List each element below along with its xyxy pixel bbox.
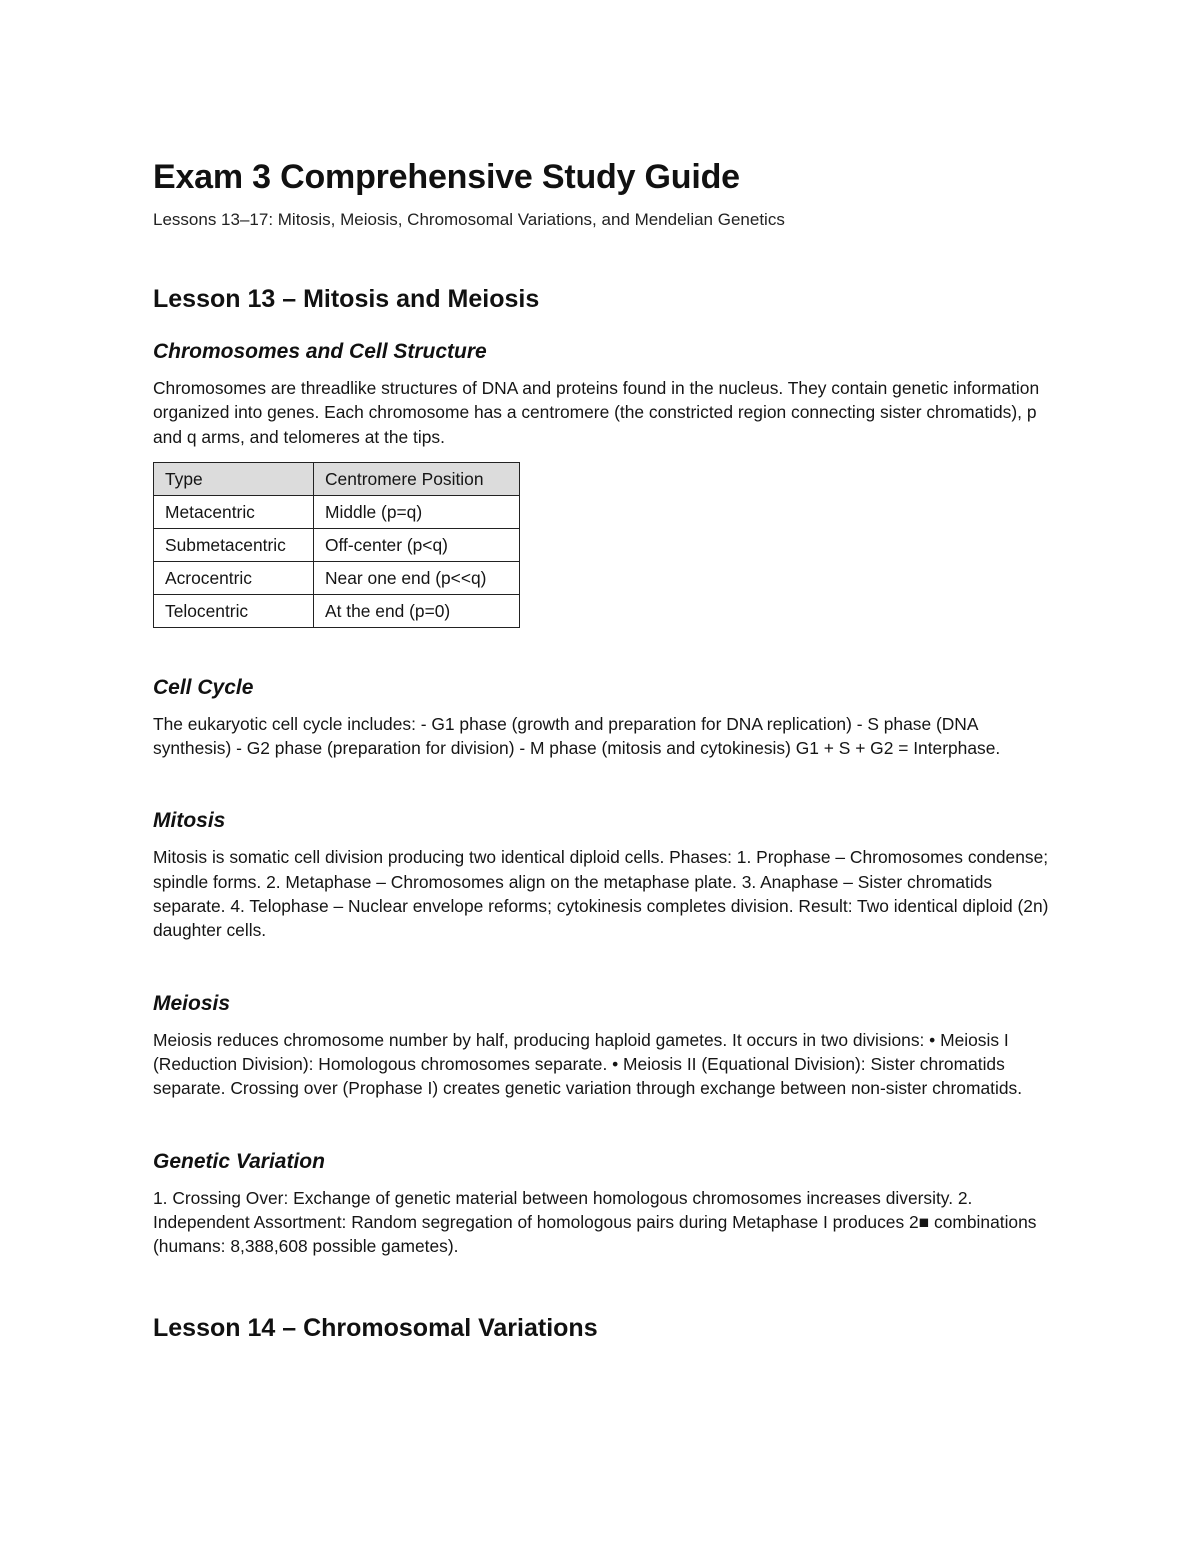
table-row xyxy=(154,561,520,594)
table-header-cell: Type xyxy=(154,462,314,495)
cell-cycle-text: The eukaryotic cell cycle includes: - G1 phase (growth and preparation for DNA replication) - S phase (DNA synthesis) - G2 phase (preparation for division) - M phase (mitosis and cytokinesis) G1 + S + G2 = Interphase. xyxy=(153,713,1001,759)
genetic-variation-text: 1. Crossing Over: Exchange of genetic material between homologous chromosomes increases diversity. 2. Independent Assortment: Random segregation of homologous pairs during Metaphase I produces 2■ combinations (humans: 8,388,608 possible gametes). xyxy=(153,1187,1037,1257)
document-content xyxy=(153,155,1053,1344)
lesson-13-heading: Lesson 13 – Mitosis and Meiosis xyxy=(153,285,540,313)
table-cell: Telocentric xyxy=(154,594,314,627)
table-cell: Middle (p=q) xyxy=(314,495,520,528)
table-row xyxy=(154,495,520,528)
meiosis-heading: Meiosis xyxy=(153,991,231,1015)
chromosomes-heading: Chromosomes and Cell Structure xyxy=(153,340,487,363)
table-header-cell: Centromere Position xyxy=(314,462,520,495)
genetic-variation-heading: Genetic Variation xyxy=(153,1149,325,1173)
table-cell: Off-center (p<q) xyxy=(314,528,520,561)
meiosis-text: Meiosis reduces chromosome number by half, producing haploid gametes. It occurs in two divisions: • Meiosis I (Reduction Division): Homologous chromosomes separate. • Meiosis II (Equational Division): Sister chromatids separate. Crossing over (Prophase I) creates genetic variation through exchange between non-sister chromatids. xyxy=(153,1029,1023,1099)
chromosomes-text: Chromosomes are threadlike structures of DNA and proteins found in the nucleus. They contain genetic information organized into genes. Each chromosome has a centromere (the constricted region connecting sister chromatids), p and q arms, and telomeres at the tips. xyxy=(153,378,1040,447)
table-row xyxy=(154,528,520,561)
table-cell: Near one end (p<<q) xyxy=(314,561,520,594)
table-cell: Acrocentric xyxy=(154,561,314,594)
table-cell: At the end (p=0) xyxy=(314,594,520,627)
table-cell: Submetacentric xyxy=(154,528,314,561)
document-title: Exam 3 Comprehensive Study Guide xyxy=(153,158,740,196)
document-subtitle: Lessons 13–17: Mitosis, Meiosis, Chromosomal Variations, and Mendelian Genetics xyxy=(153,210,785,229)
mitosis-text: Mitosis is somatic cell division producing two identical diploid cells. Phases: 1. Prophase – Chromosomes condense; spindle forms. 2. Metaphase – Chromosomes align on the metaphase plate. 3. Anaphase – Sister chromatids separate. 4. Telophase – Nuclear envelope reforms; cytokinesis completes division. Result: Two identical diploid (2n) daughter cells. xyxy=(153,847,1049,941)
table-row xyxy=(154,594,520,627)
cell-cycle-heading: Cell Cycle xyxy=(153,675,254,699)
table-header-row xyxy=(154,462,520,495)
lesson-14-heading: Lesson 14 – Chromosomal Variations xyxy=(153,1314,598,1343)
table-cell: Metacentric xyxy=(154,495,314,528)
centromere-table xyxy=(153,462,520,628)
mitosis-heading: Mitosis xyxy=(153,809,226,833)
